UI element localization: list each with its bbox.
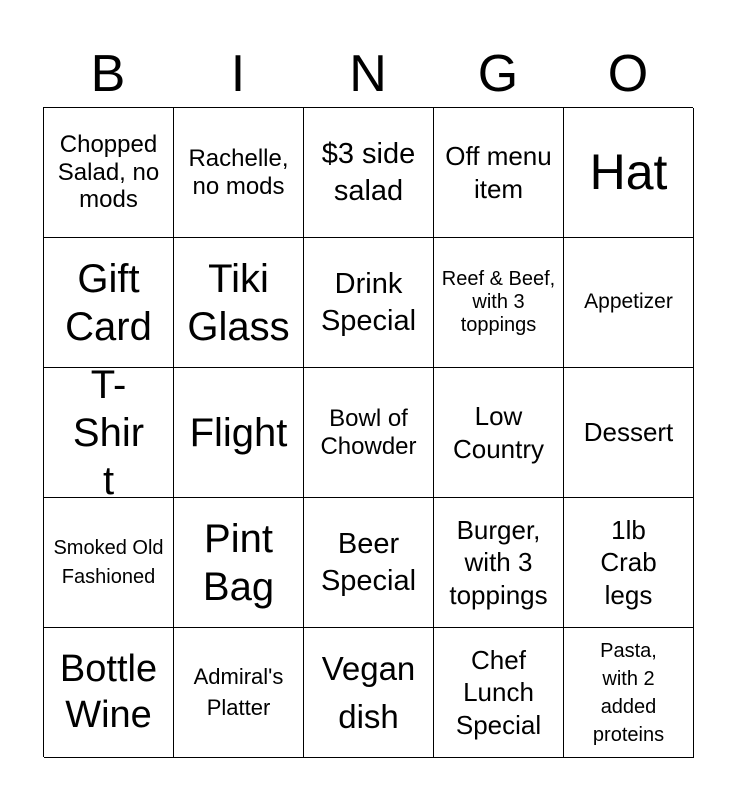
- cell-label: Pasta, with 2 added proteins: [592, 639, 665, 746]
- cell-label: Pint Bag: [202, 516, 275, 609]
- bingo-cell[interactable]: [304, 498, 434, 628]
- cell-label: Reef & Beef, with 3 toppings: [441, 268, 556, 336]
- bingo-cell[interactable]: [304, 368, 434, 498]
- cell-label: Flight: [189, 410, 288, 455]
- cell-label: Beer Special: [320, 528, 417, 597]
- cell-label: Smoked Old Fashioned: [53, 536, 164, 588]
- bingo-cell[interactable]: [434, 498, 564, 628]
- bingo-cell[interactable]: [304, 108, 434, 238]
- bingo-cell[interactable]: [174, 498, 304, 628]
- header-letter-o: O: [607, 45, 649, 103]
- bingo-cell[interactable]: [564, 108, 694, 238]
- cell-label: Off menu item: [445, 141, 552, 204]
- bingo-cell[interactable]: [304, 628, 434, 758]
- header-letter-g: G: [477, 45, 519, 103]
- bingo-cell[interactable]: [564, 498, 694, 628]
- bingo-board: [43, 107, 693, 757]
- cell-label: Chef Lunch Special: [455, 644, 542, 740]
- bingo-header: [43, 40, 693, 108]
- bingo-cell[interactable]: [44, 368, 174, 498]
- bingo-cell[interactable]: [44, 108, 174, 238]
- bingo-cell[interactable]: [434, 238, 564, 368]
- cell-label: Hat: [589, 143, 668, 200]
- cell-label: Rachelle, no mods: [188, 144, 289, 200]
- cell-label: T-Shirt: [72, 368, 145, 498]
- bingo-cell[interactable]: [434, 628, 564, 758]
- bingo-cell[interactable]: [564, 628, 694, 758]
- header-letter-i: I: [230, 45, 246, 103]
- cell-label: Low Country: [452, 401, 545, 464]
- bingo-cell[interactable]: [174, 238, 304, 368]
- cell-label: Dessert: [583, 417, 674, 448]
- bingo-cell[interactable]: [434, 368, 564, 498]
- header-letter-b: B: [90, 45, 126, 103]
- cell-label: Bottle Wine: [59, 647, 158, 736]
- bingo-cell[interactable]: [564, 238, 694, 368]
- cell-label: 1lb Crab legs: [600, 514, 657, 610]
- header-letter-n: N: [349, 45, 387, 103]
- cell-label: $3 side salad: [321, 138, 416, 207]
- cell-label: Admiral's Platter: [193, 663, 284, 720]
- cell-label: Tiki Glass: [187, 256, 290, 349]
- bingo-cell[interactable]: [174, 108, 304, 238]
- bingo-cell[interactable]: [434, 108, 564, 238]
- cell-label: Chopped Salad, no mods: [57, 131, 160, 214]
- bingo-cell[interactable]: [44, 238, 174, 368]
- bingo-cell[interactable]: [564, 368, 694, 498]
- bingo-cell[interactable]: [304, 238, 434, 368]
- cell-label: Appetizer: [584, 290, 673, 314]
- cell-label: Burger, with 3 toppings: [449, 514, 548, 610]
- cell-label: Gift Card: [65, 256, 152, 349]
- bingo-cell[interactable]: [44, 498, 174, 628]
- cell-label: Bowl of Chowder: [320, 404, 417, 460]
- bingo-cell[interactable]: [44, 628, 174, 758]
- cell-label: Drink Special: [320, 268, 417, 337]
- cell-label: Vegan dish: [321, 649, 416, 735]
- bingo-cell[interactable]: [174, 628, 304, 758]
- bingo-cell[interactable]: [174, 368, 304, 498]
